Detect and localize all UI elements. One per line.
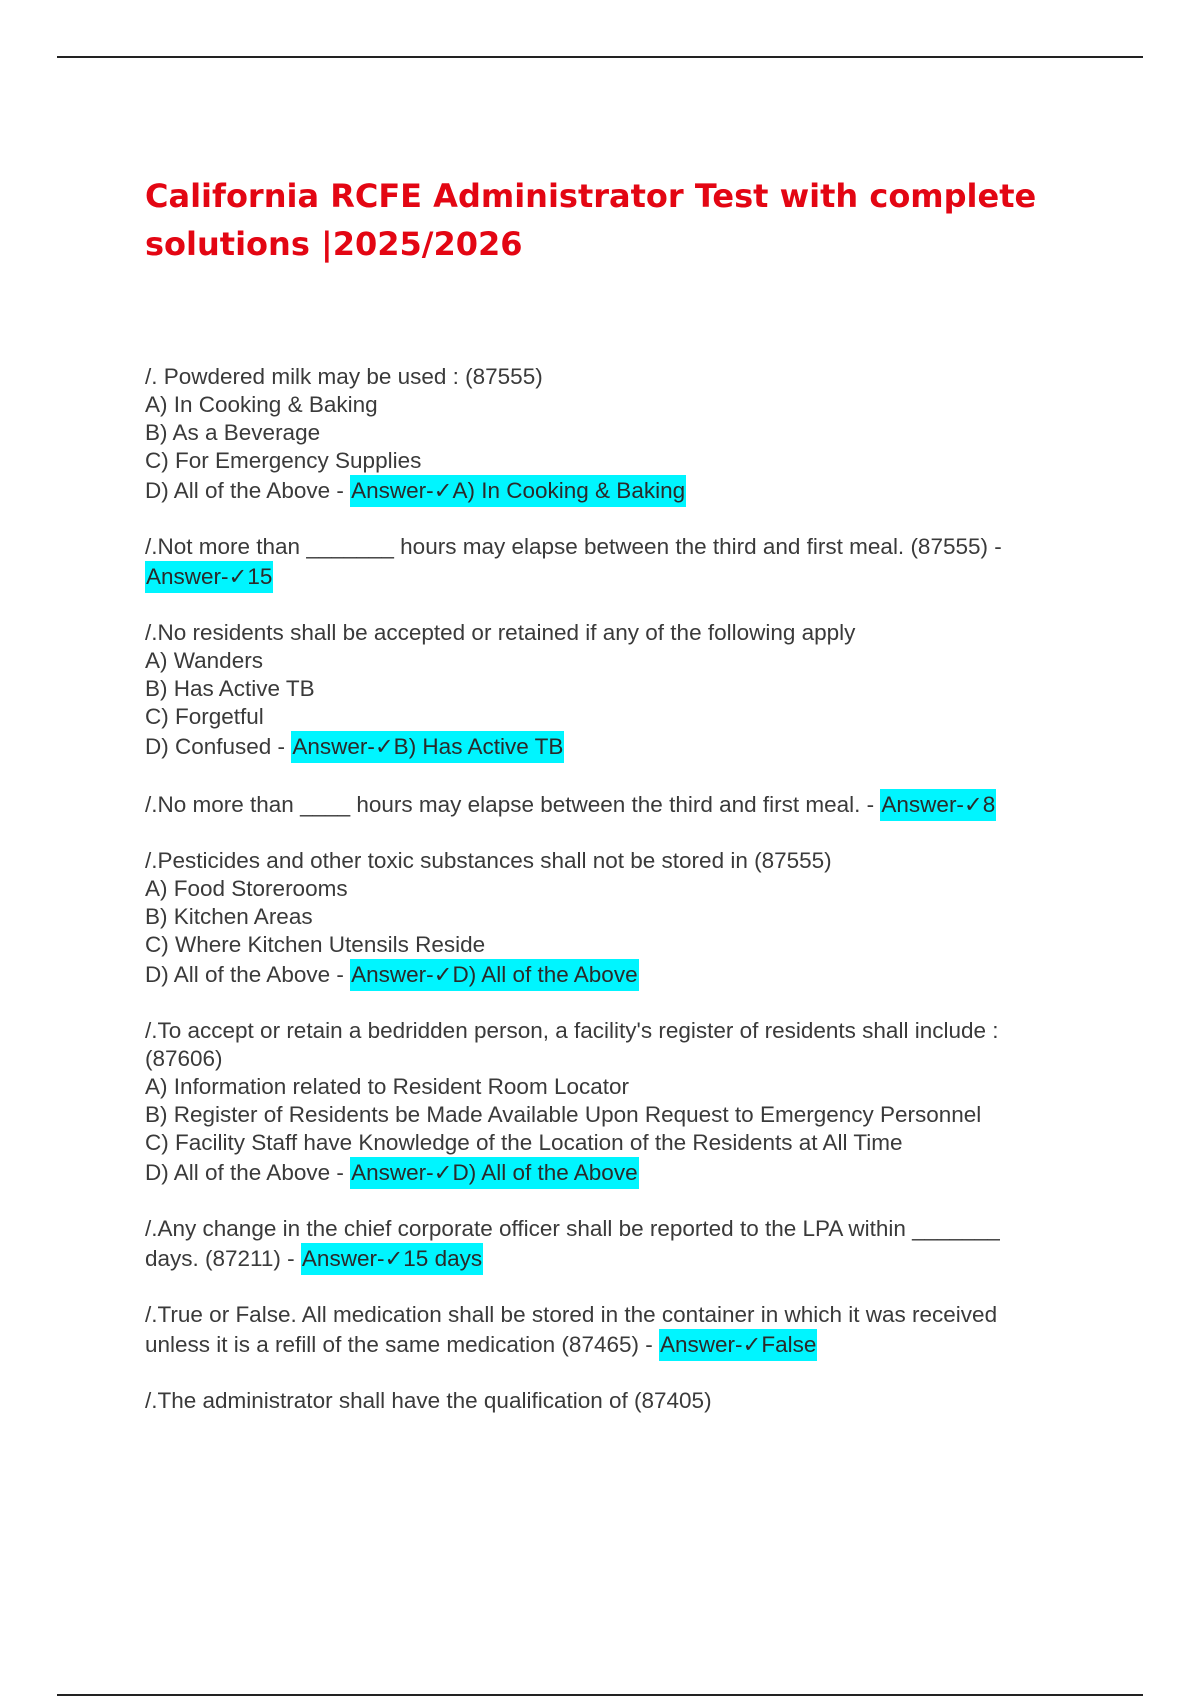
option-line: A) Food Storerooms	[145, 876, 348, 901]
question-block	[145, 847, 1075, 991]
option-line: C) Where Kitchen Utensils Reside	[145, 932, 486, 957]
top-rule	[57, 56, 1143, 58]
answer-highlight: Answer-✓15 days	[301, 1243, 483, 1275]
question-block	[145, 363, 1075, 507]
answer-line	[145, 1329, 1075, 1361]
option-line: A) In Cooking & Baking	[145, 392, 378, 417]
option-line: B) As a Beverage	[145, 420, 321, 445]
answer-line-prefix: days. (87211) -	[145, 1246, 301, 1271]
question-text: /. Powdered milk may be used : (87555)	[145, 364, 543, 389]
question-text: /.No residents shall be accepted or retained if any of the following apply	[145, 620, 856, 645]
answer-highlight: Answer-✓A) In Cooking & Baking	[350, 475, 686, 507]
question-text: /.The administrator shall have the qualification of (87405)	[145, 1388, 712, 1413]
question-text: /.Any change in the chief corporate officer shall be reported to the LPA within _______	[145, 1216, 1000, 1241]
option-line: A) Wanders	[145, 648, 263, 673]
answer-line-prefix: D) All of the Above -	[145, 1160, 351, 1185]
document-title: California RCFE Administrator Test with complete solutions |2025/2026	[145, 177, 1037, 263]
question-text: /.To accept or retain a bedridden person, a facility's register of residents shall include :	[145, 1018, 999, 1043]
answer-line	[145, 731, 1075, 763]
question-block	[145, 789, 1075, 821]
question-block	[145, 619, 1075, 763]
answer-highlight: Answer-✓D) All of the Above	[350, 1157, 638, 1189]
option-line: C) For Emergency Supplies	[145, 448, 422, 473]
answer-line-prefix: D) Confused -	[145, 734, 292, 759]
bottom-rule	[57, 1694, 1143, 1696]
option-line: B) Kitchen Areas	[145, 904, 313, 929]
answer-line-prefix: D) All of the Above -	[145, 478, 351, 503]
answer-highlight: Answer-✓B) Has Active TB	[291, 731, 564, 763]
answer-line	[145, 1243, 1075, 1275]
option-line: C) Forgetful	[145, 704, 264, 729]
question-block	[145, 1017, 1075, 1189]
question-block	[145, 1301, 1075, 1361]
question-text: /.True or False. All medication shall be stored in the container in which it was received	[145, 1302, 998, 1327]
answer-highlight: Answer-✓8	[880, 789, 996, 821]
answer-line	[145, 959, 1075, 991]
answer-highlight: Answer-✓False	[659, 1329, 817, 1361]
question-text: /.Not more than _______ hours may elapse between the third and first meal. (87555) -	[145, 534, 1002, 559]
answer-line-prefix: D) All of the Above -	[145, 962, 351, 987]
answer-line	[145, 789, 1075, 821]
question-block	[145, 1215, 1075, 1275]
question-block	[145, 1387, 1075, 1415]
question-text: /.Pesticides and other toxic substances shall not be stored in (87555)	[145, 848, 832, 873]
answer-line	[145, 1157, 1075, 1189]
answer-line	[145, 475, 1075, 507]
option-line: C) Facility Staff have Knowledge of the Location of the Residents at All Time	[145, 1130, 903, 1155]
question-block	[145, 533, 1075, 593]
question-list	[145, 363, 1075, 1441]
option-line: B) Has Active TB	[145, 676, 315, 701]
answer-line-prefix: /.No more than ____ hours may elapse between the third and first meal. -	[145, 792, 881, 817]
answer-line-prefix: unless it is a refill of the same medication (87465) -	[145, 1332, 659, 1357]
answer-highlight: Answer-✓D) All of the Above	[350, 959, 638, 991]
option-line: (87606)	[145, 1046, 223, 1071]
option-line: A) Information related to Resident Room Locator	[145, 1074, 629, 1099]
answer-line	[145, 561, 1075, 593]
answer-highlight: Answer-✓15	[145, 561, 273, 593]
option-line: B) Register of Residents be Made Available Upon Request to Emergency Personnel	[145, 1102, 982, 1127]
